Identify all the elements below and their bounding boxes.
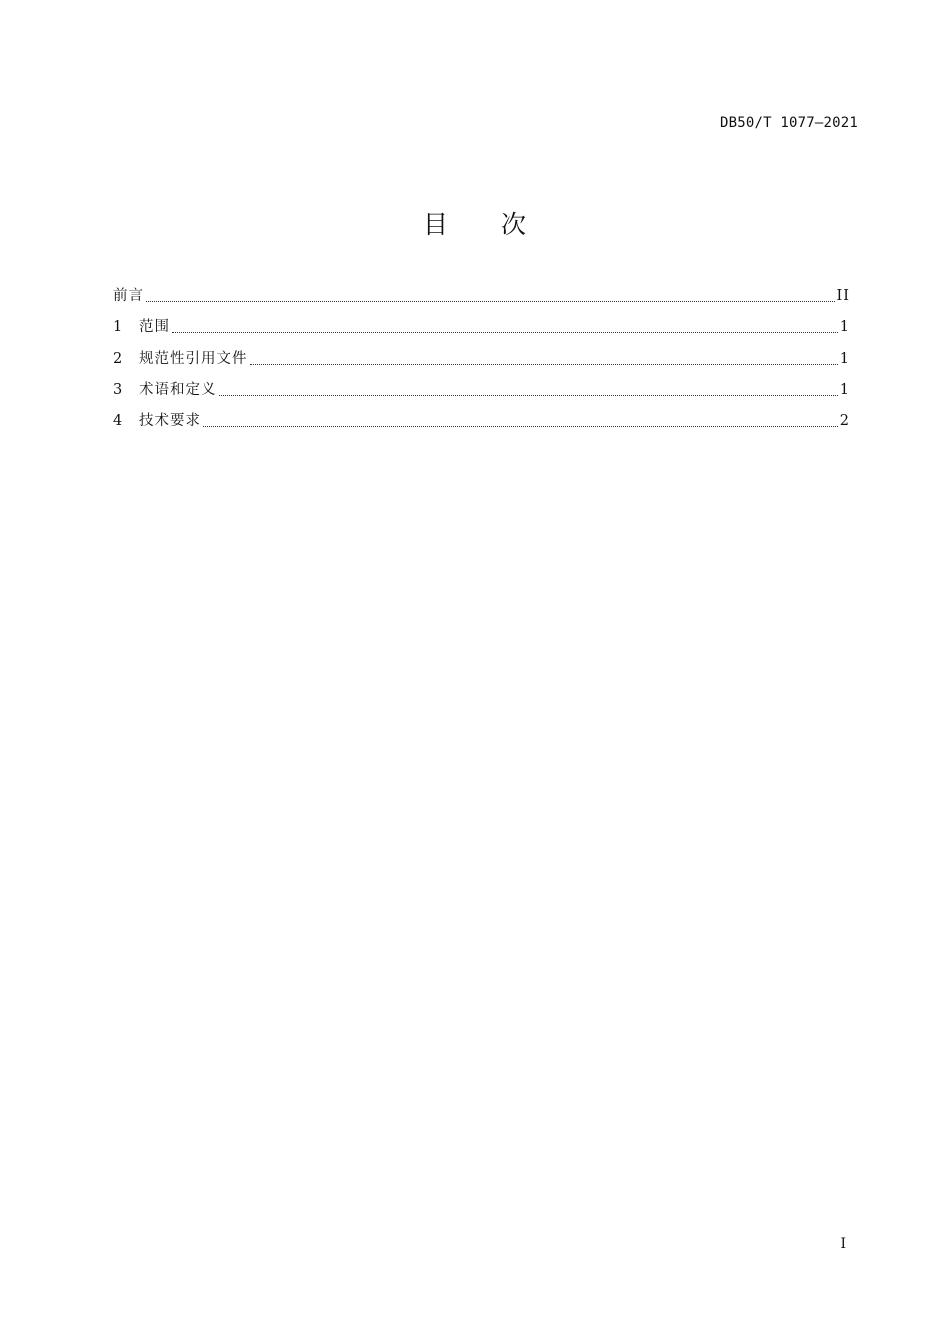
toc-entry-terms-definitions[interactable] [113,380,850,401]
toc-title-part2: 次 [501,210,528,239]
toc-entry-title: 范围 [139,319,170,336]
toc-entry-title: 技术要求 [139,413,201,430]
toc-entry-page: 1 [839,381,850,398]
toc-entry-title: 规范性引用文件 [139,350,248,367]
toc-entry-normative-references[interactable] [113,349,850,370]
toc-entry-page: 1 [839,350,850,367]
toc-entry-page: 2 [839,413,850,430]
toc-entry-scope[interactable] [113,317,850,338]
toc-entry-foreword[interactable] [113,286,850,307]
toc-entry-title: 前言 [113,288,144,304]
toc-entry-number: 3 [113,381,123,398]
toc-entry-number: 1 [113,319,123,336]
toc-entry-technical-requirements[interactable] [113,411,850,432]
toc-entry-title: 术语和定义 [139,381,217,398]
toc-dot-leader [172,332,838,333]
toc-list [113,286,850,442]
toc-dot-leader [250,364,838,365]
toc-entry-number: 4 [113,413,123,430]
page-number: I [840,1236,846,1252]
toc-title-part1: 目 [422,210,449,239]
toc-entry-number: 2 [113,350,123,367]
standard-code: DB50/T 1077—2021 [719,115,858,131]
toc-title [0,205,950,241]
toc-dot-leader [146,301,835,302]
toc-entry-page: II [836,288,850,304]
toc-dot-leader [203,426,838,427]
toc-dot-leader [219,395,838,396]
toc-entry-page: 1 [839,319,850,336]
